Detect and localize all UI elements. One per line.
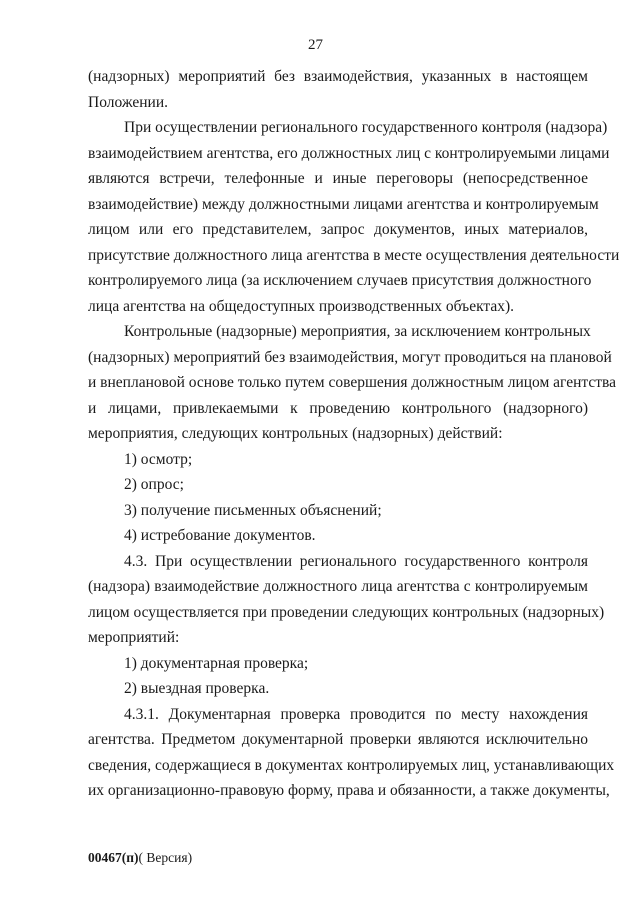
text-line: их организационно-правовую форму, права и обязанности, а также документы, [88, 782, 610, 799]
document-body [88, 64, 620, 804]
text-line: являются встречи, телефонные и иные переговоры (непосредственное [88, 170, 588, 187]
document-code: 00467(п) [88, 850, 139, 865]
text-line: сведения, содержащиеся в документах контролируемых лиц, устанавливающих [88, 756, 615, 774]
text-line: и внеплановой основе только путем совершения должностным лицом агентства [88, 374, 616, 391]
page-number: 27 [308, 37, 323, 53]
text-line: лицом или его представителем, запрос документов, иных материалов, [88, 221, 588, 238]
text-line: агентства. Предметом документарной проверки являются исключительно [88, 731, 588, 748]
text-line: 1) осмотр; [124, 450, 193, 468]
text-line: мероприятий: [88, 629, 180, 646]
text-line: 4.3.1. Документарная проверка проводится по месту нахождения [124, 705, 588, 723]
text-line: При осуществлении регионального государственного контроля (надзора) [124, 119, 608, 136]
text-line: 2) опрос; [124, 476, 184, 493]
text-line: Контрольные (надзорные) мероприятия, за исключением контрольных [124, 323, 591, 340]
text-line: присутствие должностного лица агентства в месте осуществления деятельности [88, 246, 620, 264]
text-line: лицом осуществляется при проведении следующих контрольных (надзорных) [88, 603, 605, 621]
text-line: мероприятия, следующих контрольных (надзорных) действий: [88, 425, 503, 442]
text-line: 2) выездная проверка. [124, 680, 270, 697]
text-line: лица агентства на общедоступных производственных объектах). [88, 297, 515, 315]
document-footer [88, 850, 192, 866]
text-line: взаимодействием агентства, его должностных лиц с контролируемыми лицами [88, 144, 610, 162]
text-line: (надзорных) мероприятий без взаимодействия, указанных в настоящем [88, 68, 588, 85]
text-line: (надзора) взаимодействие должностного лица агентства с контролируемым [88, 578, 588, 595]
text-line: 4.3. При осуществлении регионального государственного контроля [124, 552, 588, 570]
text-line: 4) истребование документов. [124, 527, 316, 544]
text-line: взаимодействие) между должностными лицами агентства и контролируемым [88, 195, 599, 213]
text-line: 1) документарная проверка; [124, 654, 309, 672]
document-version: ( Версия) [138, 850, 193, 865]
text-line: Положении. [88, 93, 168, 111]
text-line: (надзорных) мероприятий без взаимодействия, могут проводиться на плановой [88, 348, 612, 366]
text-line: контролируемого лица (за исключением случаев присутствия должностного [88, 272, 592, 289]
text-line: 3) получение письменных объяснений; [124, 501, 382, 519]
text-line: и лицами, привлекаемыми к проведению контрольного (надзорного) [88, 399, 588, 417]
